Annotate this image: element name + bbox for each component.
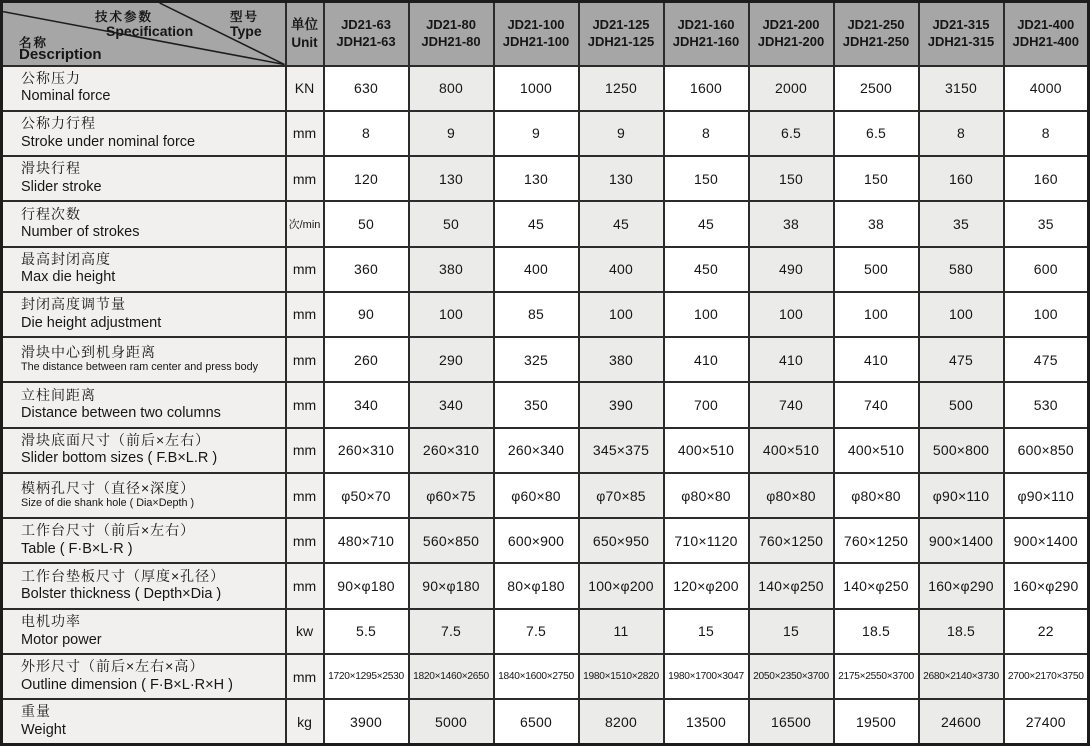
row-label-en: Die height adjustment [21,314,162,331]
row-label-zh: 滑块行程 [21,160,81,177]
value-cell: 500×800 [919,428,1004,473]
table-row [2,156,1089,201]
value-cell: 710×1120 [664,518,749,563]
value-cell: 345×375 [579,428,664,473]
row-label [2,654,286,699]
value-cell: 8200 [579,699,664,744]
row-unit: mm [286,156,324,201]
value-cell: 130 [579,156,664,201]
value-cell: 1600 [664,66,749,111]
value-cell: 600×850 [1004,428,1089,473]
value-cell: φ60×80 [494,473,579,518]
value-cell: 120×φ200 [664,563,749,608]
table-row [2,654,1089,699]
value-cell: 24600 [919,699,1004,744]
value-cell: 1820×1460×2650 [409,654,494,699]
value-cell: 3900 [324,699,409,744]
model-line1: JD21-200 [762,16,820,32]
value-cell: 100 [579,292,664,337]
value-cell: 1840×1600×2750 [494,654,579,699]
value-cell: 260×340 [494,428,579,473]
row-label-en: Motor power [21,631,102,648]
value-cell: 450 [664,247,749,292]
value-cell: 130 [494,156,579,201]
value-cell: 500 [834,247,919,292]
value-cell: 15 [664,609,749,654]
row-label [2,156,286,201]
value-cell: 38 [749,201,834,246]
header-row [2,2,1089,66]
row-label [2,111,286,156]
value-cell: 50 [409,201,494,246]
row-label-en: Max die height [21,269,116,286]
value-cell: 90×φ180 [324,563,409,608]
column-header-model [494,2,579,66]
value-cell: 2050×2350×3700 [749,654,834,699]
value-cell: 100 [919,292,1004,337]
row-unit: mm [286,247,324,292]
value-cell: 380 [579,337,664,382]
row-unit: mm [286,654,324,699]
value-cell: 27400 [1004,699,1089,744]
value-cell: 475 [919,337,1004,382]
row-unit: KN [286,66,324,111]
model-line2: JDH21-80 [421,33,481,49]
row-label-zh: 行程次数 [21,205,81,222]
row-unit: mm [286,563,324,608]
row-label-en: Slider bottom sizes ( F.B×L.R ) [21,450,218,467]
value-cell: 2680×2140×3730 [919,654,1004,699]
value-cell: φ50×70 [324,473,409,518]
value-cell: 4000 [1004,66,1089,111]
value-cell: 360 [324,247,409,292]
value-cell: 380 [409,247,494,292]
row-unit: 次/min [286,201,324,246]
row-label-zh: 模柄孔尺寸（直径×深度） [21,479,196,496]
value-cell: 90×φ180 [409,563,494,608]
value-cell: 85 [494,292,579,337]
value-cell: 45 [579,201,664,246]
unit-header-zh: 单位 [291,17,318,33]
column-header-model [664,2,749,66]
value-cell: 18.5 [834,609,919,654]
value-cell: 160×φ290 [919,563,1004,608]
value-cell: 260×310 [409,428,494,473]
corner-type-zh: 型号 [230,10,260,24]
value-cell: 5000 [409,699,494,744]
value-cell: 130 [409,156,494,201]
row-label [2,337,286,382]
value-cell: φ80×80 [664,473,749,518]
value-cell: 490 [749,247,834,292]
value-cell: 760×1250 [749,518,834,563]
row-unit: kw [286,609,324,654]
value-cell: 600×900 [494,518,579,563]
value-cell: 100×φ200 [579,563,664,608]
value-cell: 160 [1004,156,1089,201]
value-cell: 6.5 [834,111,919,156]
value-cell: 140×φ250 [834,563,919,608]
row-unit: mm [286,473,324,518]
column-header-model [1004,2,1089,66]
value-cell: 80×φ180 [494,563,579,608]
row-label-en: The distance between ram center and press body [21,361,259,374]
value-cell: 7.5 [494,609,579,654]
row-label-zh: 工作台垫板尺寸（厚度×孔径） [21,567,226,584]
value-cell: φ90×110 [1004,473,1089,518]
corner-spec-zh: 技术参数 [95,10,154,24]
value-cell: 100 [664,292,749,337]
value-cell: 13500 [664,699,749,744]
value-cell: 3150 [919,66,1004,111]
value-cell: 18.5 [919,609,1004,654]
value-cell: 475 [1004,337,1089,382]
value-cell: 19500 [834,699,919,744]
model-line2: JDH21-315 [927,33,995,49]
model-line2: JDH21-63 [336,33,396,49]
table-row [2,247,1089,292]
row-label-en: Bolster thickness ( Depth×Dia ) [21,586,222,603]
row-unit: kg [286,699,324,744]
value-cell: 500 [919,382,1004,427]
row-label [2,518,286,563]
value-cell: 900×1400 [1004,518,1089,563]
row-label [2,382,286,427]
value-cell: 480×710 [324,518,409,563]
row-unit: mm [286,111,324,156]
row-label-zh: 立柱间距离 [21,386,96,403]
row-unit: mm [286,428,324,473]
value-cell: 16500 [749,699,834,744]
column-header-model [919,2,1004,66]
table-row [2,473,1089,518]
row-unit: mm [286,337,324,382]
row-label [2,609,286,654]
value-cell: 150 [664,156,749,201]
table-row [2,66,1089,111]
row-label [2,247,286,292]
value-cell: 150 [749,156,834,201]
value-cell: φ80×80 [749,473,834,518]
value-cell: 90 [324,292,409,337]
value-cell: 120 [324,156,409,201]
model-line1: JD21-63 [341,16,391,32]
row-label [2,428,286,473]
row-label-zh: 公称压力 [21,69,81,86]
row-unit: mm [286,292,324,337]
model-line1: JD21-100 [507,16,565,32]
model-line1: JD21-250 [847,16,905,32]
corner-type-en: Type [230,23,262,39]
value-cell: 600 [1004,247,1089,292]
row-label-en: Slider stroke [21,178,102,195]
value-cell: 400×510 [749,428,834,473]
value-cell: 50 [324,201,409,246]
value-cell: 6.5 [749,111,834,156]
row-label-en: Outline dimension ( F·B×L·R×H ) [21,676,233,693]
table-row [2,428,1089,473]
value-cell: 325 [494,337,579,382]
row-label-en: Number of strokes [21,224,140,241]
row-label-zh: 外形尺寸（前后×左右×高） [21,658,205,675]
value-cell: 340 [409,382,494,427]
value-cell: 700 [664,382,749,427]
row-label-zh: 公称力行程 [21,115,96,132]
value-cell: 45 [494,201,579,246]
value-cell: 400 [579,247,664,292]
value-cell: 9 [409,111,494,156]
value-cell: 8 [324,111,409,156]
value-cell: 100 [749,292,834,337]
value-cell: 8 [919,111,1004,156]
value-cell: 900×1400 [919,518,1004,563]
value-cell: 410 [664,337,749,382]
table-corner-header [2,2,286,66]
value-cell: 150 [834,156,919,201]
column-header-model [579,2,664,66]
value-cell: 740 [834,382,919,427]
value-cell: φ80×80 [834,473,919,518]
value-cell: 5.5 [324,609,409,654]
value-cell: 400×510 [664,428,749,473]
value-cell: 760×1250 [834,518,919,563]
value-cell: 650×950 [579,518,664,563]
value-cell: 22 [1004,609,1089,654]
row-label-zh: 滑块底面尺寸（前后×左右） [21,431,211,448]
table-row [2,292,1089,337]
value-cell: 140×φ250 [749,563,834,608]
table-row [2,201,1089,246]
spec-table-body [2,66,1089,745]
value-cell: 38 [834,201,919,246]
table-row [2,563,1089,608]
column-header-unit [286,2,324,66]
column-header-model [324,2,409,66]
corner-name-en: Description [19,46,102,63]
row-label [2,66,286,111]
value-cell: 15 [749,609,834,654]
model-line2: JDH21-400 [1012,33,1079,49]
row-label-zh: 滑块中心到机身距离 [21,343,156,360]
model-line1: JD21-160 [677,16,735,32]
row-label [2,292,286,337]
value-cell: 410 [749,337,834,382]
value-cell: 2175×2550×3700 [834,654,919,699]
value-cell: 530 [1004,382,1089,427]
value-cell: 290 [409,337,494,382]
row-label-en: Size of die shank hole ( Dia×Depth ) [21,497,195,510]
value-cell: 350 [494,382,579,427]
model-line1: JD21-80 [426,16,476,32]
value-cell: φ70×85 [579,473,664,518]
value-cell: 260 [324,337,409,382]
table-row [2,609,1089,654]
model-line2: JDH21-100 [502,33,570,49]
model-line1: JD21-125 [592,16,650,32]
value-cell: 7.5 [409,609,494,654]
value-cell: 630 [324,66,409,111]
row-label-en: Table ( F·B×L·R ) [21,540,133,557]
value-cell: 410 [834,337,919,382]
value-cell: 740 [749,382,834,427]
model-line1: JD21-400 [1017,16,1075,32]
row-label [2,563,286,608]
value-cell: φ90×110 [919,473,1004,518]
table-row [2,337,1089,382]
row-label [2,699,286,744]
column-header-model [409,2,494,66]
value-cell: 2000 [749,66,834,111]
value-cell: 1980×1510×2820 [579,654,664,699]
row-label-zh: 封闭高度调节量 [21,296,126,313]
value-cell: 160 [919,156,1004,201]
table-row [2,382,1089,427]
value-cell: 260×310 [324,428,409,473]
value-cell: 100 [1004,292,1089,337]
table-row [2,699,1089,744]
row-label-en: Distance between two columns [21,405,221,422]
value-cell: 45 [664,201,749,246]
value-cell: 340 [324,382,409,427]
row-label [2,473,286,518]
row-label-zh: 电机功率 [21,613,81,629]
row-label-zh: 工作台尺寸（前后×左右） [21,522,196,539]
row-unit: mm [286,382,324,427]
row-label-en: Weight [21,721,66,738]
row-unit: mm [286,518,324,563]
value-cell: 35 [1004,201,1089,246]
value-cell: 11 [579,609,664,654]
row-label-zh: 最高封闭高度 [21,250,111,267]
value-cell: 800 [409,66,494,111]
row-label [2,201,286,246]
model-line1: JD21-315 [932,16,990,32]
corner-name-zh: 名称 [19,36,49,50]
value-cell: 400×510 [834,428,919,473]
value-cell: 400 [494,247,579,292]
row-label-en: Nominal force [21,88,111,105]
value-cell: 9 [494,111,579,156]
table-row [2,518,1089,563]
value-cell: 2500 [834,66,919,111]
value-cell: 35 [919,201,1004,246]
model-line2: JDH21-200 [757,33,825,49]
model-line2: JDH21-250 [842,33,910,49]
value-cell: φ60×75 [409,473,494,518]
value-cell: 1720×1295×2530 [324,654,409,699]
column-header-model [749,2,834,66]
value-cell: 160×φ290 [1004,563,1089,608]
row-label-zh: 重量 [21,703,51,720]
model-line2: JDH21-125 [587,33,655,49]
value-cell: 1980×1700×3047 [664,654,749,699]
value-cell: 8 [664,111,749,156]
table-row [2,111,1089,156]
value-cell: 8 [1004,111,1089,156]
model-line2: JDH21-160 [672,33,740,49]
value-cell: 390 [579,382,664,427]
column-header-model [834,2,919,66]
value-cell: 9 [579,111,664,156]
value-cell: 6500 [494,699,579,744]
value-cell: 2700×2170×3750 [1004,654,1089,699]
value-cell: 1250 [579,66,664,111]
value-cell: 100 [834,292,919,337]
value-cell: 1000 [494,66,579,111]
value-cell: 560×850 [409,518,494,563]
value-cell: 100 [409,292,494,337]
row-label-en: Stroke under nominal force [21,133,196,150]
corner-spec-en: Specification [106,23,194,39]
value-cell: 580 [919,247,1004,292]
unit-header-en: Unit [291,34,318,50]
